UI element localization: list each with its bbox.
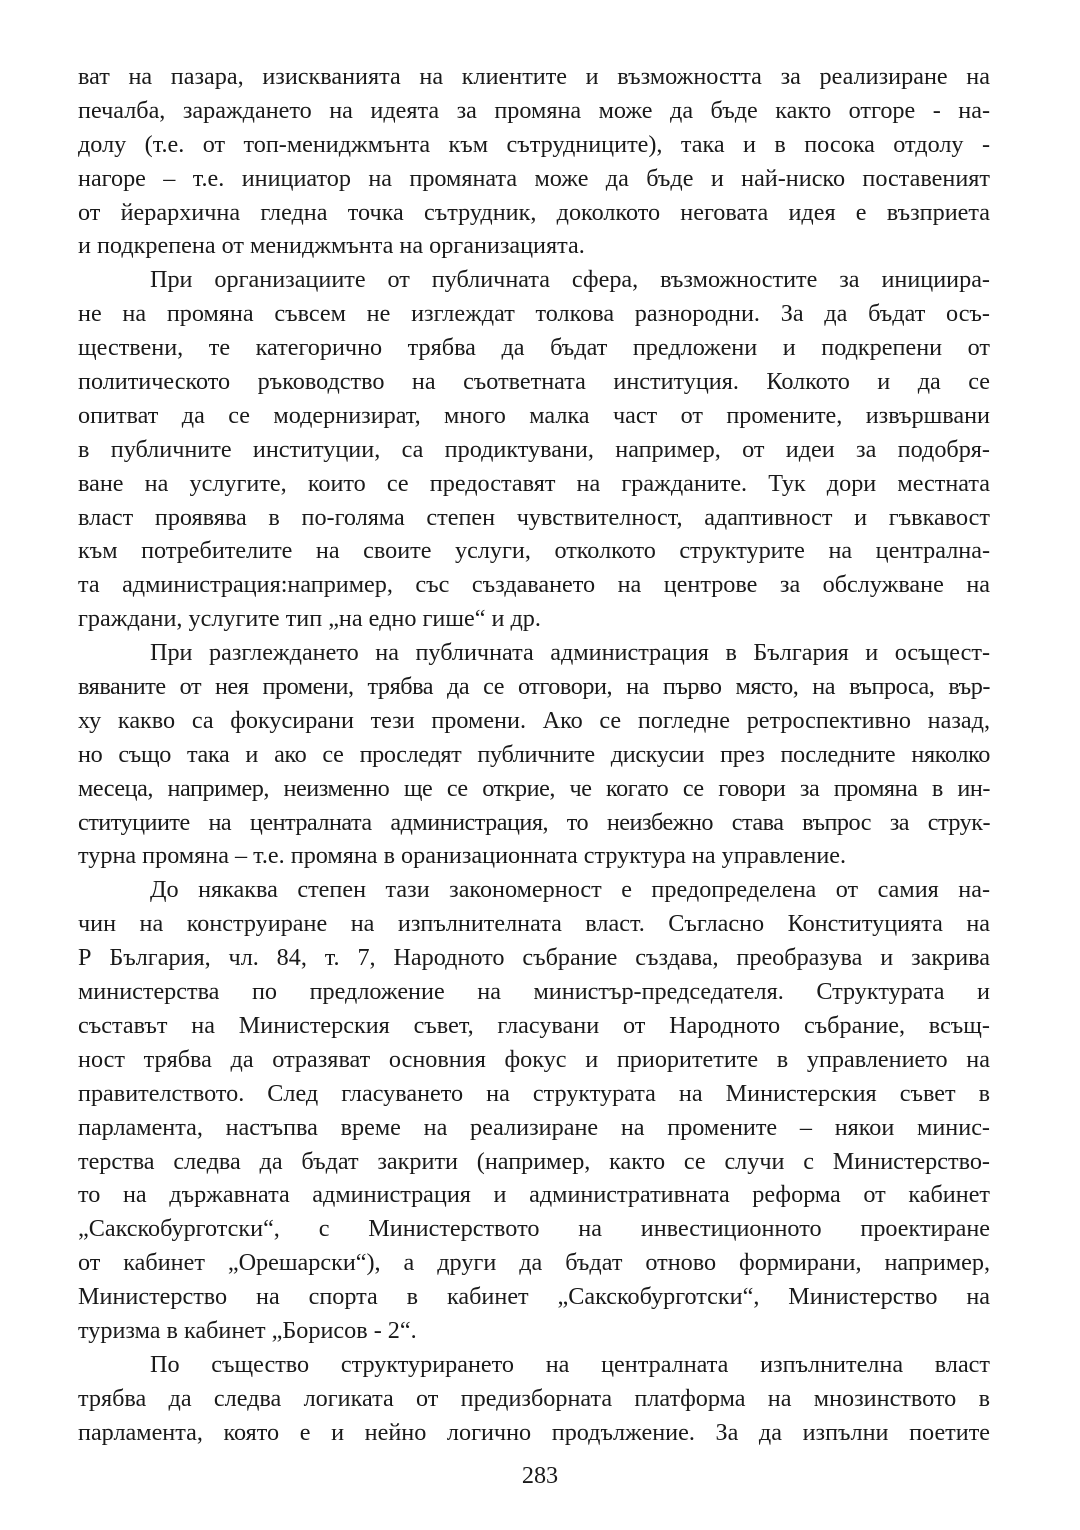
text-line: ху какво са фокусирани тези промени. Ако се погледне ретроспективно назад,: [78, 706, 990, 734]
text-line: та администрация:например, със създаването на центрове за обслужване на: [78, 571, 990, 599]
text-line: ституциите на централната администрация, то неизбежно става въпрос за струк-: [78, 808, 990, 836]
text-line: При разглеждането на публичната администрация в България и осъщест-: [150, 639, 990, 667]
page-number: 283: [521, 1462, 559, 1489]
paragraph: [78, 1348, 990, 1450]
text-line: политическото ръководство на съответната институция. Колкото и да се: [78, 368, 990, 396]
text-line: правителството. След гласуването на структурата на Министерския съвет в: [78, 1079, 990, 1107]
text-line: До някаква степен тази закономерност е предопределена от самия на-: [150, 876, 990, 904]
text-line: опитват да се модернизират, много малка част от промените, извършвани: [78, 401, 990, 429]
paragraph: [78, 60, 990, 263]
text-line: долу (т.е. от топ-мениджмънта към сътрудниците), така и в посока отдолу -: [78, 130, 990, 158]
text-line: печалба, зараждането на идеята за промяна може да бъде както отгоре - на-: [78, 96, 990, 124]
text-line: Р България, чл. 84, т. 7, Народното събрание създава, преобразува и закрива: [78, 944, 990, 972]
text-line: граждани, услугите тип „на едно гише“ и др.: [78, 605, 541, 633]
text-line: „Сакскобурготски“, с Министерството на инвестиционното проектиране: [78, 1215, 990, 1243]
text-line: съставът на Министерския съвет, гласувани от Народното събрание, всъщ-: [78, 1011, 990, 1039]
text-line: не на промяна съвсем не изглеждат толкова разнородни. За да бъдат осъ-: [78, 300, 990, 328]
text-line: но също така и ако се проследят публичните дискусии през последните няколко: [78, 740, 990, 768]
text-line: към потребителите на своите услуги, отколкото структурите на централна-: [78, 537, 990, 565]
text-line: ват на пазара, изискванията на клиентите и възможността за реализиране на: [78, 63, 990, 90]
text-line: парламента, настъпва време на реализиране на промените – някои минис-: [78, 1113, 990, 1141]
text-line: турна промяна – т.е. промяна в оранизационната структура на управление.: [78, 842, 847, 870]
text-line: то на държавната администрация и административната реформа от кабинет: [78, 1181, 990, 1209]
page-body: [78, 60, 990, 1450]
text-line: парламента, която е и нейно логично продължение. За да изпълни поетите: [78, 1418, 990, 1446]
text-line: и подкрепена от мениджмънта на организацията.: [78, 232, 585, 260]
text-line: ване на услугите, които се предоставят на гражданите. Тук дори местната: [78, 469, 990, 497]
text-line: туризма в кабинет „Борисов - 2“.: [78, 1316, 417, 1344]
text-line: в публичните институции, са продиктувани, например, от идеи за подобря-: [78, 435, 990, 463]
text-line: Министерство на спорта в кабинет „Сакскобурготски“, Министерство на: [78, 1283, 990, 1311]
text-line: вяваните от нея промени, трябва да се отговори, на първо място, на въпроса, вър-: [78, 673, 990, 701]
text-line: министерства по предложение на министър-председателя. Структурата и: [78, 978, 990, 1006]
paragraph: [78, 873, 990, 1347]
text-line: власт проявява в по-голяма степен чувствителност, адаптивност и гъвкавост: [78, 503, 990, 531]
text-line: нагоре – т.е. инициатор на промяната може да бъде и най-ниско поставеният: [78, 164, 990, 192]
paragraph: [78, 636, 990, 873]
paragraph: [78, 263, 990, 636]
text-line: При организациите от публичната сфера, възможностите за иницииpа-: [150, 266, 990, 294]
text-line: трябва да следва логиката от предизборната платформа на мнозинството в: [78, 1384, 990, 1412]
text-line: от кабинет „Орешарски“), а други да бъдат отново формирани, например,: [78, 1249, 990, 1277]
text-line: месеца, например, неизменно ще се открие, че когато се говори за промяна в ин-: [78, 774, 990, 802]
text-line: чин на конструиране на изпълнителната власт. Съгласно Конституцията на: [78, 910, 990, 938]
text-line: ност трябва да отразяват основния фокус и приоритетите в управлението на: [78, 1045, 990, 1073]
text-line: По същество структурирането на централната изпълнителна власт: [150, 1350, 990, 1378]
text-line: терства следва да бъдат закрити (например, както се случи с Министерство-: [78, 1147, 990, 1175]
text-line: от йерархична гледна точка сътрудник, доколкото неговата идея е възприета: [78, 198, 990, 226]
text-line: ществени, те категорично трябва да бъдат предложени и подкрепени от: [78, 334, 990, 362]
